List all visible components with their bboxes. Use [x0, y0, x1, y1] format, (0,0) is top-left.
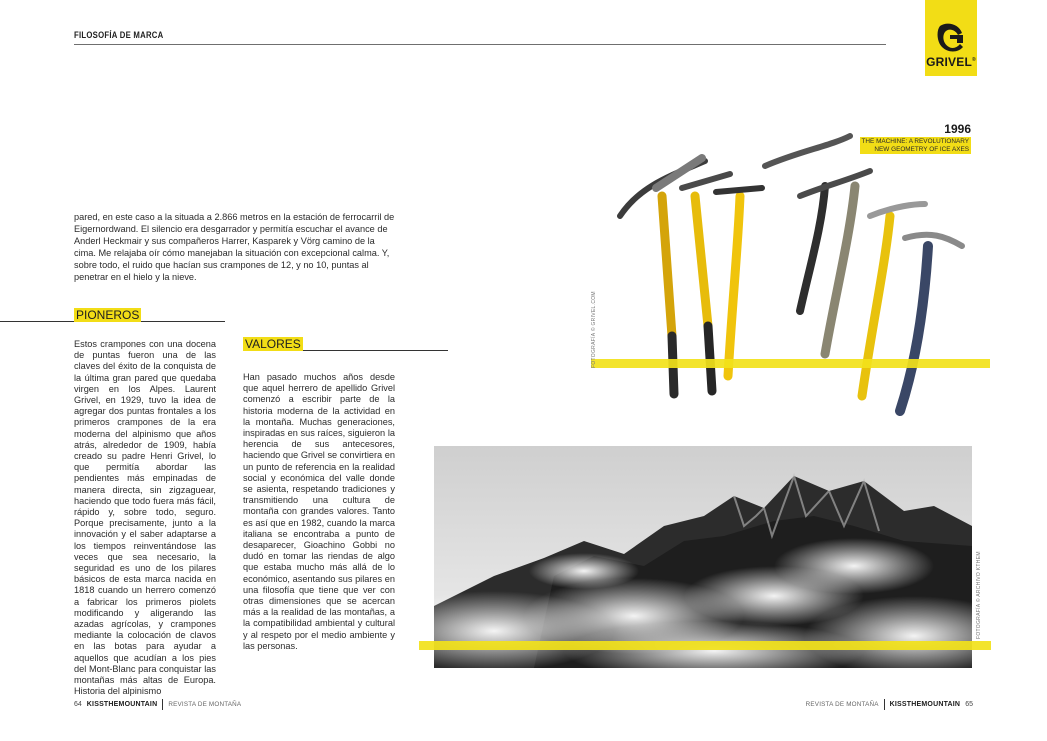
section-title: FILOSOFÍA DE MARCA: [74, 30, 164, 40]
photo-caption: [860, 122, 971, 156]
pioneros-heading: PIONEROS: [76, 308, 140, 322]
ice-axes-photo: [600, 126, 980, 426]
grivel-logo: [925, 0, 977, 76]
footer-brand: KISSTHEMOUNTAIN: [889, 701, 961, 708]
footer-separator: [162, 699, 163, 710]
footer-magazine: REVISTA DE MONTAÑA: [805, 701, 879, 708]
footer-magazine: REVISTA DE MONTAÑA: [168, 701, 242, 708]
mountain-photo-credit: FOTOGRAFÍA © ARCHIVO KTHEM: [976, 551, 982, 639]
valores-heading: VALORES: [245, 337, 301, 351]
logo-wordmark: GRIVEL®: [926, 55, 976, 69]
footer-left: [74, 699, 241, 710]
page-number: 65: [965, 701, 973, 708]
yellow-band: [419, 641, 991, 650]
caption-text: THE MACHINE: A REVOLUTIONARY NEW GEOMETRY OF ICE AXES: [861, 138, 969, 153]
footer-separator: [884, 699, 885, 710]
footer-right: [806, 699, 973, 710]
yellow-band: [591, 359, 990, 368]
pioneros-text: Estos crampones con una docena de puntas fueron una de las claves del éxito de la conquista de la última gran pared que quedaba virgen en los Alpes. Laurent Grivel, en 1929, tuvo la idea de agregar dos puntas frontales a los primeros crampones de la era moderna del alpinismo que años atrás, alrededor de 1909, había creado su padre Henri Grivel, lo que permitía abordar las pendientes más empinadas de manera directa, sin zigzaguear, haciendo que todo fuera más fácil, rápido y, sobre todo, seguro. Porque precisamente, junto a la innovación y el saber adaptarse a los tiempos reinventándose las veces que sea necesario, la seguridad es uno de los pilares básicos de esta marca nacida en 1818 cuando un herrero comenzó a fabricar los primeros piolets modificando y aligerando las azadas agrícolas, y crampones mediante la colocación de clavos en las botas para ayudar a aquellos que acudían a los pies del Mont-Blanc para conquistar las montañas más altas de Europa. Historia del alpinismo: [74, 339, 216, 697]
caption-year: 1996: [944, 122, 971, 136]
grivel-emblem-icon: [937, 22, 965, 52]
header-divider: [74, 44, 886, 45]
mountain-photo: [434, 446, 972, 668]
axes-photo-credit: FOTOGRAFÍA © GRIVEL.COM: [591, 291, 597, 368]
footer-brand: KISSTHEMOUNTAIN: [86, 701, 158, 708]
intro-paragraph: pared, en este caso a la situada a 2.866 metros en la estación de ferrocarril de Eigernordwand. El silencio era desgarrador y permitía escuchar el avance de Anderl Heckmair y sus compañeros Harrer, Kasparek y Vörg camino de la cima. Me relajaba oír cómo manejaban la situación con excepcional calma. Y, sobre todo, el ruido que hacían sus crampones de 12, y no 10, puntas al penetrar en el hielo y la nieve.: [74, 212, 395, 282]
valores-text: Han pasado muchos años desde que aquel herrero de apellido Grivel comenzó a escribir parte de la historia moderna de la actividad en la montaña. Muchas generaciones, inspiradas en sus raíces, siguieron la herencia de sus antecesores, haciendo que Grivel se convirtiera en un punto de referencia en la realidad social y económica del valle donde se asienta, respetando tradiciones y transmitiendo una cultura de montaña con grandes valores. Tanto es así que en 1982, cuando la marca italiana se encontraba a punto de desaparecer, Gioachino Gobbi no dudó en tomar las riendas de algo que estaba mucho más allá de lo económico, asentando sus pilares en una filosofía que tiene que ver con otras dimensiones que se acercan más a la realidad de las montañas, a la compatibilidad ambiental y cultural y al respeto por el medio ambiente y las personas.: [243, 372, 395, 651]
page-number: 64: [74, 701, 82, 708]
